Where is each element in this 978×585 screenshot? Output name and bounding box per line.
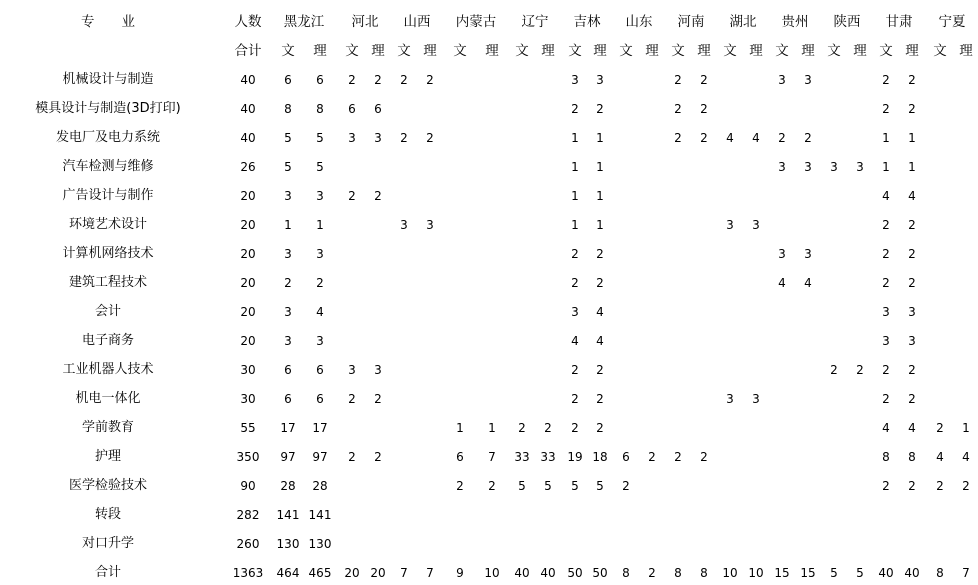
row-major-label: 电子商务 bbox=[81, 333, 135, 348]
table-cell: 1 bbox=[596, 131, 604, 145]
table-cell: 2 bbox=[700, 102, 708, 116]
table-cell: 2 bbox=[571, 392, 579, 406]
column-header-province: 甘肃 bbox=[885, 14, 913, 30]
column-header-province: 宁夏 bbox=[938, 14, 966, 30]
table-cell: 1 bbox=[571, 218, 579, 232]
table-cell: 2 bbox=[400, 131, 408, 145]
table-cell: 2 bbox=[882, 479, 890, 493]
row-major-label: 护理 bbox=[94, 449, 122, 464]
table-cell: 4 bbox=[596, 305, 604, 319]
table-cell: 20 bbox=[240, 305, 256, 319]
table-cell: 7 bbox=[488, 450, 496, 464]
table-cell: 1 bbox=[488, 421, 496, 435]
table-cell: 2 bbox=[908, 363, 916, 377]
table-cell: 2 bbox=[882, 363, 890, 377]
table-cell: 8 bbox=[284, 102, 292, 116]
table-cell: 3 bbox=[804, 73, 812, 87]
table-cell: 2 bbox=[596, 392, 604, 406]
table-cell: 4 bbox=[908, 189, 916, 203]
table-cell: 20 bbox=[240, 189, 256, 203]
table-cell: 15 bbox=[774, 566, 790, 580]
table-cell: 4 bbox=[962, 450, 970, 464]
table-cell: 20 bbox=[240, 218, 256, 232]
table-cell: 2 bbox=[908, 218, 916, 232]
table-cell: 3 bbox=[908, 334, 916, 348]
column-header-province: 湖北 bbox=[729, 14, 757, 30]
column-subheader: 合计 bbox=[234, 43, 262, 59]
table-cell: 55 bbox=[240, 421, 256, 435]
table-cell: 1 bbox=[962, 421, 970, 435]
column-subheader: 理 bbox=[853, 43, 867, 59]
table-cell: 3 bbox=[856, 160, 864, 174]
table-cell: 3 bbox=[284, 189, 292, 203]
table-cell: 40 bbox=[240, 131, 256, 145]
table-cell: 2 bbox=[374, 450, 382, 464]
column-subheader: 文 bbox=[568, 43, 582, 59]
column-header-province: 辽宁 bbox=[521, 14, 549, 30]
table-cell: 4 bbox=[804, 276, 812, 290]
column-subheader: 理 bbox=[905, 43, 919, 59]
table-cell: 3 bbox=[316, 334, 324, 348]
column-header-province: 吉林 bbox=[573, 14, 601, 30]
row-major-label: 机电一体化 bbox=[75, 391, 141, 406]
table-cell: 2 bbox=[596, 421, 604, 435]
table-cell: 6 bbox=[374, 102, 382, 116]
table-cell: 1 bbox=[882, 160, 890, 174]
table-cell: 40 bbox=[514, 566, 530, 580]
table-cell: 2 bbox=[700, 73, 708, 87]
table-cell: 2 bbox=[908, 276, 916, 290]
table-cell: 4 bbox=[882, 189, 890, 203]
table-cell: 4 bbox=[316, 305, 324, 319]
column-subheader: 文 bbox=[723, 43, 737, 59]
table-cell: 5 bbox=[284, 160, 292, 174]
column-subheader: 理 bbox=[749, 43, 763, 59]
table-cell: 28 bbox=[280, 479, 296, 493]
table-cell: 130 bbox=[276, 537, 300, 551]
column-subheader: 理 bbox=[697, 43, 711, 59]
column-header-province: 人数 bbox=[234, 14, 262, 30]
table-cell: 2 bbox=[596, 247, 604, 261]
table-cell: 1 bbox=[596, 189, 604, 203]
table-cell: 2 bbox=[348, 73, 356, 87]
table-cell: 3 bbox=[882, 305, 890, 319]
table-cell: 1 bbox=[596, 160, 604, 174]
table-cell: 350 bbox=[236, 450, 260, 464]
table-cell: 2 bbox=[936, 479, 944, 493]
table-cell: 4 bbox=[726, 131, 734, 145]
table-cell: 2 bbox=[426, 131, 434, 145]
table-cell: 260 bbox=[236, 537, 260, 551]
table-cell: 30 bbox=[240, 392, 256, 406]
table-cell: 5 bbox=[518, 479, 526, 493]
row-major-label: 广告设计与制作 bbox=[62, 188, 154, 203]
table-cell: 4 bbox=[778, 276, 786, 290]
table-cell: 464 bbox=[276, 566, 300, 580]
table-cell: 5 bbox=[544, 479, 552, 493]
row-major-label: 发电厂及电力系统 bbox=[55, 130, 161, 145]
table-cell: 33 bbox=[514, 450, 530, 464]
table-cell: 2 bbox=[622, 479, 630, 493]
table-cell: 6 bbox=[284, 363, 292, 377]
row-major-label: 合计 bbox=[94, 565, 122, 580]
table-cell: 2 bbox=[374, 73, 382, 87]
table-cell: 40 bbox=[240, 102, 256, 116]
row-major-label: 模具设计与制造(3D打印) bbox=[35, 101, 181, 116]
table-cell: 3 bbox=[752, 392, 760, 406]
column-subheader: 文 bbox=[281, 43, 295, 59]
column-subheader: 理 bbox=[371, 43, 385, 59]
table-cell: 3 bbox=[348, 131, 356, 145]
table-cell: 7 bbox=[426, 566, 434, 580]
table-cell: 5 bbox=[830, 566, 838, 580]
table-cell: 3 bbox=[348, 363, 356, 377]
table-cell: 17 bbox=[312, 421, 328, 435]
column-header-province: 内蒙古 bbox=[455, 14, 497, 30]
table-cell: 1 bbox=[571, 189, 579, 203]
column-header-province: 河北 bbox=[351, 14, 379, 30]
row-major-label: 工业机器人技术 bbox=[62, 362, 154, 377]
row-major-label: 转段 bbox=[94, 507, 122, 522]
row-major-label: 医学检验技术 bbox=[68, 478, 148, 493]
table-cell: 2 bbox=[648, 566, 656, 580]
table-cell: 2 bbox=[544, 421, 552, 435]
table-cell: 28 bbox=[312, 479, 328, 493]
table-cell: 3 bbox=[908, 305, 916, 319]
table-cell: 10 bbox=[748, 566, 764, 580]
table-cell: 6 bbox=[284, 73, 292, 87]
table-cell: 3 bbox=[284, 305, 292, 319]
column-subheader: 文 bbox=[933, 43, 947, 59]
table-cell: 2 bbox=[571, 363, 579, 377]
table-cell: 17 bbox=[280, 421, 296, 435]
table-cell: 2 bbox=[700, 131, 708, 145]
table-cell: 3 bbox=[316, 247, 324, 261]
table-cell: 3 bbox=[726, 392, 734, 406]
table-cell: 1363 bbox=[232, 566, 264, 580]
table-cell: 3 bbox=[284, 247, 292, 261]
column-header-province: 贵州 bbox=[781, 14, 809, 30]
table-cell: 3 bbox=[804, 160, 812, 174]
table-cell: 90 bbox=[240, 479, 256, 493]
table-cell: 2 bbox=[830, 363, 838, 377]
table-cell: 3 bbox=[778, 247, 786, 261]
table-cell: 2 bbox=[778, 131, 786, 145]
table-cell: 1 bbox=[882, 131, 890, 145]
table-cell: 465 bbox=[308, 566, 332, 580]
table-cell: 2 bbox=[596, 363, 604, 377]
table-cell: 20 bbox=[344, 566, 360, 580]
table-cell: 7 bbox=[400, 566, 408, 580]
table-cell: 5 bbox=[856, 566, 864, 580]
table-cell: 2 bbox=[348, 450, 356, 464]
table-cell: 40 bbox=[904, 566, 920, 580]
column-subheader: 文 bbox=[619, 43, 633, 59]
table-cell: 10 bbox=[722, 566, 738, 580]
table-cell: 8 bbox=[316, 102, 324, 116]
column-header-province: 陕西 bbox=[833, 14, 861, 30]
table-cell: 2 bbox=[882, 73, 890, 87]
column-subheader: 理 bbox=[313, 43, 327, 59]
table-cell: 5 bbox=[596, 479, 604, 493]
table-cell: 1 bbox=[596, 218, 604, 232]
column-header-major: 专 业 bbox=[81, 14, 135, 30]
table-cell: 2 bbox=[962, 479, 970, 493]
row-major-label: 对口升学 bbox=[81, 536, 135, 551]
table-cell: 2 bbox=[316, 276, 324, 290]
table-cell: 20 bbox=[240, 247, 256, 261]
table-cell: 141 bbox=[276, 508, 300, 522]
table-cell: 4 bbox=[908, 421, 916, 435]
table-cell: 3 bbox=[374, 131, 382, 145]
table-cell: 3 bbox=[726, 218, 734, 232]
table-cell: 3 bbox=[778, 73, 786, 87]
table-cell: 2 bbox=[882, 276, 890, 290]
table-cell: 5 bbox=[316, 131, 324, 145]
table-cell: 2 bbox=[374, 189, 382, 203]
table-cell: 2 bbox=[908, 479, 916, 493]
table-cell: 2 bbox=[908, 102, 916, 116]
table-cell: 1 bbox=[571, 160, 579, 174]
table-cell: 2 bbox=[284, 276, 292, 290]
table-cell: 19 bbox=[567, 450, 583, 464]
column-subheader: 文 bbox=[671, 43, 685, 59]
table-cell: 6 bbox=[456, 450, 464, 464]
table-cell: 1 bbox=[456, 421, 464, 435]
table-cell: 2 bbox=[674, 131, 682, 145]
column-subheader: 理 bbox=[593, 43, 607, 59]
table-cell: 2 bbox=[908, 73, 916, 87]
column-subheader: 理 bbox=[423, 43, 437, 59]
table-cell: 3 bbox=[830, 160, 838, 174]
table-cell: 1 bbox=[571, 131, 579, 145]
table-cell: 1 bbox=[908, 160, 916, 174]
table-cell: 6 bbox=[348, 102, 356, 116]
table-cell: 3 bbox=[778, 160, 786, 174]
table-cell: 3 bbox=[571, 305, 579, 319]
column-subheader: 理 bbox=[645, 43, 659, 59]
table-cell: 3 bbox=[752, 218, 760, 232]
table-cell: 1 bbox=[908, 131, 916, 145]
table-cell: 2 bbox=[700, 450, 708, 464]
table-cell: 3 bbox=[374, 363, 382, 377]
table-cell: 2 bbox=[674, 450, 682, 464]
row-major-label: 机械设计与制造 bbox=[62, 72, 154, 87]
column-header-province: 黑龙江 bbox=[283, 14, 325, 30]
table-cell: 20 bbox=[370, 566, 386, 580]
table-cell: 8 bbox=[936, 566, 944, 580]
table-cell: 2 bbox=[374, 392, 382, 406]
row-major-label: 会计 bbox=[94, 304, 122, 319]
table-cell: 2 bbox=[674, 102, 682, 116]
table-cell: 8 bbox=[908, 450, 916, 464]
table-cell: 2 bbox=[456, 479, 464, 493]
table-cell: 2 bbox=[908, 392, 916, 406]
column-subheader: 文 bbox=[775, 43, 789, 59]
table-cell: 4 bbox=[571, 334, 579, 348]
table-cell: 6 bbox=[622, 450, 630, 464]
table-cell: 6 bbox=[316, 363, 324, 377]
row-major-label: 建筑工程技术 bbox=[68, 275, 148, 290]
row-major-label: 学前教育 bbox=[81, 420, 135, 435]
table-cell: 2 bbox=[648, 450, 656, 464]
table-cell: 2 bbox=[856, 363, 864, 377]
table-cell: 97 bbox=[312, 450, 328, 464]
column-subheader: 文 bbox=[397, 43, 411, 59]
table-cell: 50 bbox=[592, 566, 608, 580]
column-subheader: 理 bbox=[485, 43, 499, 59]
row-major-label: 环境艺术设计 bbox=[68, 217, 148, 232]
table-cell: 3 bbox=[571, 73, 579, 87]
table-cell: 282 bbox=[236, 508, 260, 522]
table-cell: 2 bbox=[571, 276, 579, 290]
column-header-province: 河南 bbox=[677, 14, 705, 30]
table-cell: 40 bbox=[240, 73, 256, 87]
table-cell: 8 bbox=[622, 566, 630, 580]
table-cell: 2 bbox=[426, 73, 434, 87]
table-cell: 2 bbox=[348, 189, 356, 203]
table-cell: 26 bbox=[240, 160, 256, 174]
table-cell: 2 bbox=[908, 247, 916, 261]
table-cell: 1 bbox=[316, 218, 324, 232]
table-cell: 2 bbox=[596, 102, 604, 116]
column-subheader: 理 bbox=[541, 43, 555, 59]
table-cell: 2 bbox=[571, 102, 579, 116]
column-subheader: 文 bbox=[345, 43, 359, 59]
table-cell: 40 bbox=[878, 566, 894, 580]
row-major-label: 汽车检测与维修 bbox=[62, 159, 154, 174]
table-cell: 2 bbox=[518, 421, 526, 435]
table-cell: 2 bbox=[936, 421, 944, 435]
table-cell: 2 bbox=[882, 218, 890, 232]
table-cell: 3 bbox=[316, 189, 324, 203]
table-cell: 4 bbox=[596, 334, 604, 348]
column-subheader: 理 bbox=[801, 43, 815, 59]
column-subheader: 文 bbox=[453, 43, 467, 59]
table-cell: 2 bbox=[882, 392, 890, 406]
table-cell: 4 bbox=[936, 450, 944, 464]
table-cell: 5 bbox=[284, 131, 292, 145]
table-cell: 3 bbox=[882, 334, 890, 348]
table-cell: 97 bbox=[280, 450, 296, 464]
table-cell: 2 bbox=[488, 479, 496, 493]
table-cell: 2 bbox=[882, 247, 890, 261]
table-cell: 6 bbox=[316, 73, 324, 87]
table-cell: 2 bbox=[571, 421, 579, 435]
column-subheader: 文 bbox=[515, 43, 529, 59]
table-cell: 20 bbox=[240, 334, 256, 348]
table-cell: 15 bbox=[800, 566, 816, 580]
table-cell: 2 bbox=[571, 247, 579, 261]
table-cell: 141 bbox=[308, 508, 332, 522]
row-major-label: 计算机网络技术 bbox=[62, 246, 154, 261]
column-subheader: 理 bbox=[959, 43, 973, 59]
table-cell: 20 bbox=[240, 276, 256, 290]
table-cell: 18 bbox=[592, 450, 608, 464]
table-cell: 2 bbox=[348, 392, 356, 406]
column-subheader: 文 bbox=[879, 43, 893, 59]
column-header-province: 山东 bbox=[625, 14, 653, 30]
column-subheader: 文 bbox=[827, 43, 841, 59]
table-cell: 4 bbox=[882, 421, 890, 435]
table-cell: 30 bbox=[240, 363, 256, 377]
table-cell: 7 bbox=[962, 566, 970, 580]
table-cell: 50 bbox=[567, 566, 583, 580]
table-cell: 6 bbox=[316, 392, 324, 406]
table-cell: 2 bbox=[882, 102, 890, 116]
table-cell: 5 bbox=[316, 160, 324, 174]
table-cell: 5 bbox=[571, 479, 579, 493]
table-cell: 3 bbox=[284, 334, 292, 348]
table-cell: 9 bbox=[456, 566, 464, 580]
table-cell: 2 bbox=[804, 131, 812, 145]
table-cell: 2 bbox=[400, 73, 408, 87]
table-cell: 3 bbox=[426, 218, 434, 232]
table-cell: 33 bbox=[540, 450, 556, 464]
table-cell: 6 bbox=[284, 392, 292, 406]
table-cell: 3 bbox=[804, 247, 812, 261]
column-header-province: 山西 bbox=[403, 14, 431, 30]
table-cell: 3 bbox=[596, 73, 604, 87]
table-cell: 10 bbox=[484, 566, 500, 580]
table-cell: 8 bbox=[700, 566, 708, 580]
table-cell: 130 bbox=[308, 537, 332, 551]
table-cell: 8 bbox=[674, 566, 682, 580]
table-cell: 1 bbox=[284, 218, 292, 232]
table-cell: 40 bbox=[540, 566, 556, 580]
table-cell: 4 bbox=[752, 131, 760, 145]
table-cell: 3 bbox=[400, 218, 408, 232]
table-cell: 8 bbox=[882, 450, 890, 464]
table-cell: 2 bbox=[674, 73, 682, 87]
table-cell: 2 bbox=[596, 276, 604, 290]
